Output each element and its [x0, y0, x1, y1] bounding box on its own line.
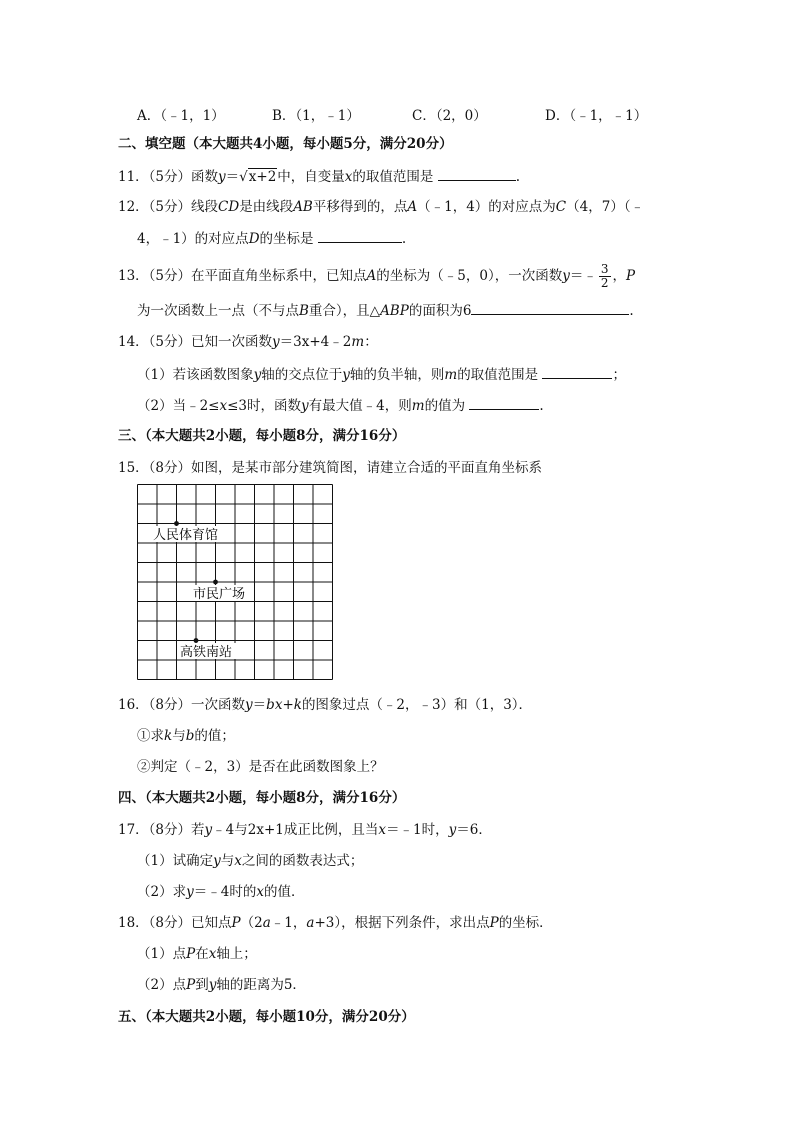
question-17-part-2: （2）求y＝﹣4时的x的值．	[137, 884, 305, 900]
question-17-part-1: （1）试确定y与x之间的函数表达式；	[137, 853, 364, 869]
question-18-part-1: （1）点P在x轴上；	[137, 946, 257, 962]
label-station: 高铁南站	[180, 645, 233, 660]
section-heading-5: 五、（本大题共2小题，每小题10分，满分20分）	[118, 1009, 415, 1025]
option-a: A．（﹣1，1）	[137, 108, 225, 124]
label-plaza: 市民广场	[193, 587, 246, 602]
question-14-part-2: （2）当﹣2≤x≤3时，函数y有最大值﹣4，则m的值为 .	[137, 398, 544, 414]
fraction-three-halves: $\frac{3}{2}$	[600, 262, 609, 290]
answer-blank-11[interactable]	[438, 167, 516, 181]
question-12-line-1: 12．（5分）线段CD是由线段AB平移得到的，点A（﹣1，4）的对应点为C（4，7）（﹣	[118, 199, 645, 215]
question-18-part-2: （2）点P到y轴的距离为5．	[137, 977, 306, 993]
section-heading-fill-blank: 二、填空题（本大题共4小题，每小题5分，满分20分）	[118, 136, 453, 152]
answer-blank-14-1[interactable]	[542, 365, 612, 379]
question-16-part-1: ①求k与b的值；	[137, 728, 235, 744]
question-11: 11．（5分）函数y＝√x+2中，自变量x的取值范围是 .	[118, 169, 521, 185]
answer-blank-14-2[interactable]	[469, 396, 539, 410]
point-station	[194, 638, 199, 643]
option-c: C．（2，0）	[412, 108, 487, 124]
option-b: B．（1，﹣1）	[272, 108, 360, 124]
question-15-stem: 15．（8分）如图，是某市部分建筑简图，请建立合适的平面直角坐标系	[118, 460, 543, 476]
question-17-stem: 17．（8分）若y﹣4与2x+1成正比例，且当x＝﹣1时，y＝6．	[118, 822, 492, 838]
question-13-line-1: 13．（5分）在平面直角坐标系中，已知点A的坐标为（﹣5，0），一次函数y＝﹣ $\frac{3}{2}$ ，P	[118, 262, 636, 290]
question-16-part-2: ②判定（﹣2，3）是否在此函数图象上？	[137, 759, 384, 775]
question-12-line-2: 4，﹣1）的对应点D的坐标是 .	[137, 231, 407, 247]
answer-blank-12[interactable]	[318, 229, 402, 243]
point-stadium	[174, 521, 179, 526]
label-stadium: 人民体育馆	[153, 528, 219, 543]
sqrt-expression: √x+2	[239, 169, 277, 185]
option-d: D．（﹣1，﹣1）	[545, 108, 648, 124]
answer-blank-13[interactable]	[471, 301, 629, 315]
point-plaza	[213, 580, 218, 585]
question-14-stem: 14．（5分）已知一次函数y＝3x+4﹣2m：	[118, 334, 378, 350]
section-heading-3: 三、（本大题共2小题，每小题8分，满分16分）	[118, 428, 406, 444]
city-map-grid	[137, 484, 335, 682]
question-14-part-1: （1）若该函数图象y轴的交点位于y轴的负半轴，则m的取值范围是 ；	[137, 367, 626, 383]
section-heading-4: 四、（本大题共2小题，每小题8分，满分16分）	[118, 790, 406, 806]
question-16-stem: 16．（8分）一次函数y＝bx+k的图象过点（﹣2，﹣3）和（1，3）．	[118, 697, 533, 713]
question-18-stem: 18．（8分）已知点P（2a﹣1，a+3），根据下列条件，求出点P的坐标．	[118, 915, 553, 931]
question-13-line-2: 为一次函数上一点（不与点B重合），且△ABP的面积为6 .	[137, 303, 634, 319]
